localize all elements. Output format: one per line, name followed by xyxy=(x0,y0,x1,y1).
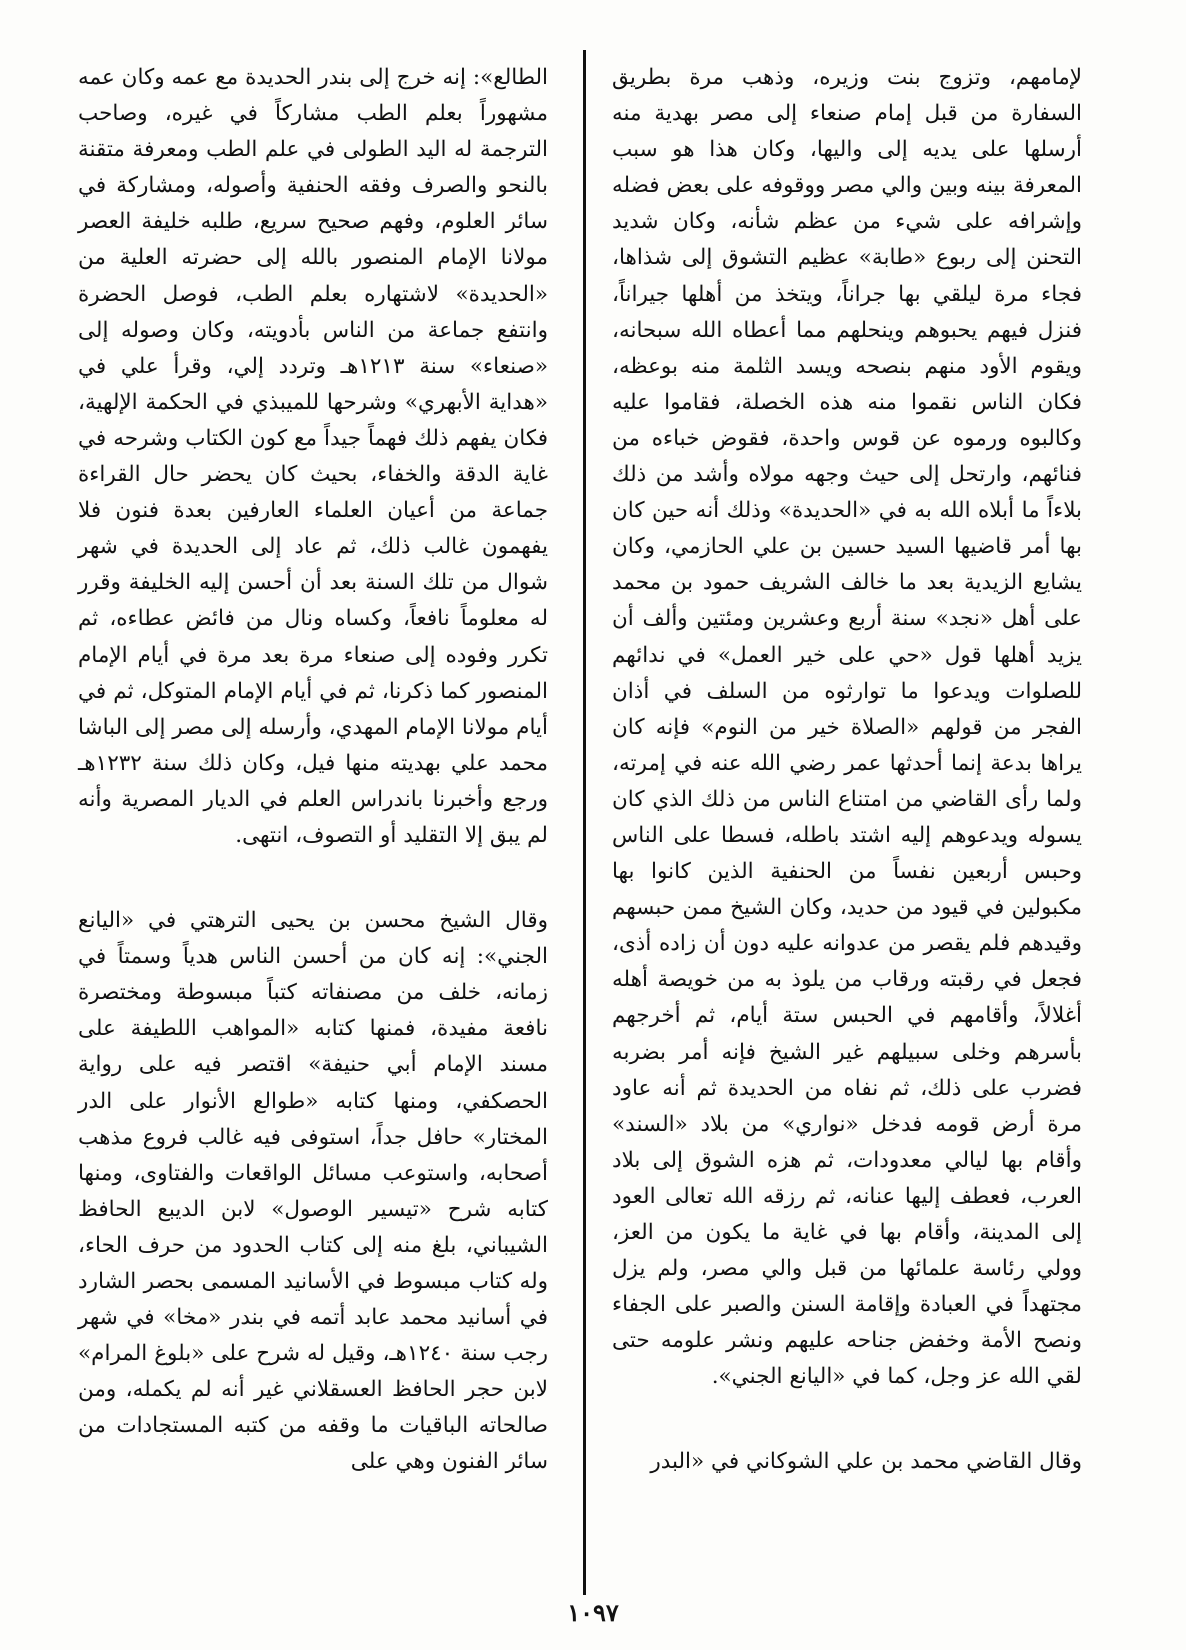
left-column xyxy=(78,60,548,1481)
left-paragraph-2: وقال الشيخ محسن بن يحيى الترهتي في «اليانع الجني»: إنه كان من أحسن الناس هدياً وسمتاً في زمانه، خلف من مصنفاته كتباً مبسوطة ومختصرة نافعة مفيدة، فمنها كتابه «المواهب اللطيفة على مسند الإمام أبي حنيفة» اقتصر فيه على رواية الحصكفي، ومنها كتابه «طوالع الأنوار على الدر المختار» حافل جداً، استوفى فيه غالب فروع مذهب أصحابه، واستوعب مسائل الواقعات والفتاوى، ومنها كتابه شرح «تيسير الوصول» لابن الديبع الحافظ الشيباني، بلغ منه إلى كتاب الحدود من حرف الحاء، وله كتاب مبسوط في الأسانيد المسمى بحصر الشارد في أسانيد محمد عابد أتمه في بندر «مخا» في شهر رجب سنة ١٢٤٠هـ، وقيل له شرح على «بلوغ المرام» لابن حجر الحافظ العسقلاني غير أنه لم يكمله، ومن صالحاته الباقيات ما وقفه من كتبه المستجادات من سائر الفنون وهي على xyxy=(78,908,548,1475)
right-column xyxy=(612,60,1082,1481)
right-paragraph-2: وقال القاضي محمد بن علي الشوكاني في «البدر xyxy=(650,1449,1082,1475)
left-paragraph-1: الطالع»: إنه خرج إلى بندر الحديدة مع عمه وكان عمه مشهوراً بعلم الطب مشاركاً في غيره، وصاحب الترجمة له اليد الطولى في علم الطب ومعرفة متقنة بالنحو والصرف وفقه الحنفية وأصوله، ومشاركة في سائر العلوم، وفهم صحيح سريع، طلبه خليفة العصر مولانا الإمام المنصور بالله إلى حضرته العلية من «الحديدة» لاشتهاره بعلم الطب، فوصل الحضرة وانتفع جماعة من الناس بأدويته، وكان وصوله إلى «صنعاء» سنة ١٢١٣هـ وتردد إلي، وقرأ علي في «هداية الأبهري» وشرحها للميبذي في الحكمة الإلهية، فكان يفهم ذلك فهماً جيداً مع كون الكتاب وشرحه في غاية الدقة والخفاء، بحيث كان يحضر حال القراءة جماعة من أعيان العلماء العارفين بعدة فنون فلا يفهمون غالب ذلك، ثم عاد إلى الحديدة في شهر شوال من تلك السنة بعد أن أحسن إليه الخليفة وقرر له معلوماً نافعاً، وكساه ونال من فائض عطاءه، ثم تكرر وفوده إلى صنعاء مرة بعد مرة في أيام الإمام المنصور كما ذكرنا، ثم في أيام الإمام المتوكل، ثم في أيام مولانا الإمام المهدي، وأرسله إلى مصر إلى الباشا محمد علي بهديته منها فيل، وكان ذلك سنة ١٢٣٢هـ ورجع وأخبرنا باندراس العلم في الديار المصرية وأنه لم يبق إلا التقليد أو التصوف، انتهى. xyxy=(78,65,548,848)
paragraph-gap xyxy=(612,1395,1082,1444)
right-paragraph-1: لإمامهم، وتزوج بنت وزيره، وذهب مرة بطريق السفارة من قبل إمام صنعاء إلى مصر بهدية منه أرسلها على يديه إلى واليها، وكان هذا هو سبب المعرفة بينه وبين والي مصر ووقوفه على بعض فضله وإشرافه على شيء من عظم شأنه، وكان شديد التحنن إلى ربوع «طابة» عظيم التشوق إلى شذاها، فجاء مرة ليلقي بها جراناً، ويتخذ من أهلها جيراناً، فنزل فيهم يحبوهم وينحلهم مما أعطاه الله سبحانه، ويقوم الأود منهم بنصحه ويسد الثلمة منه بوعظه، فكان الناس نقموا منه هذه الخصلة، فقاموا عليه وكالبوه ورموه عن قوس واحدة، فقوض خباءه من فنائهم، وارتحل إلى حيث وجهه مولاه وأشد من ذلك بلاءاً ما أبلاه الله به في «الحديدة» وذلك أنه حين كان بها أمر قاضيها السيد حسين بن علي الحازمي، وكان يشايع الزيدية بعد ما خالف الشريف حمود بن محمد على أهل «نجد» سنة أربع وعشرين ومئتين وألف أن يزيد أهلها قول «حي على خير العمل» في ندائهم للصلوات ويدعوا ما توارثوه من السلف في أذان الفجر من قولهم «الصلاة خير من النوم» فإنه كان يراها بدعة إنما أحدثها عمر رضي الله عنه في إمرته، ولما رأى القاضي من امتناع الناس من ذلك الذي كان يسوله ويدعوهم إليه اشتد باطله، فسطا على الناس وحبس أربعين نفساً من الحنفية الذين كانوا بها مكبولين في قيود من حديد، وكان الشيخ ممن حبسهم وقيدهم فلم يقصر من عدوانه عليه دون أن زاده أذى، فجعل في رقبته ورقاب من يلوذ به من خويصة أهله أغلالاً، وأقامهم في الحبس ستة أيام، ثم أخرجهم بأسرهم وخلى سبيلهم غير الشيخ فإنه أمر بضربه فضرب على ذلك، ثم نفاه من الحديدة ثم أنه عاود مرة أرض قومه فدخل «نواري» من بلاد «السند» وأقام بها ليالي معدودات، ثم هزه الشوق إلى بلاد العرب، فعطف إليها عنانه، ثم رزقه الله تعالى العود إلى المدينة، وأقام بها في غاية ما يكون من العز، وولي رئاسة علمائها من قبل والي مصر، ولم يزل مجتهداً في العبادة وإقامة السنن والصبر على الجفاء ونصح الأمة وخفض جناحه عليهم ونشر علومه حتى لقي الله عز وجل، كما في «اليانع الجني». xyxy=(612,65,1082,1390)
column-divider xyxy=(583,50,586,1595)
page-number: ١٠٩٧ xyxy=(567,1598,619,1627)
paragraph-gap xyxy=(78,854,548,903)
